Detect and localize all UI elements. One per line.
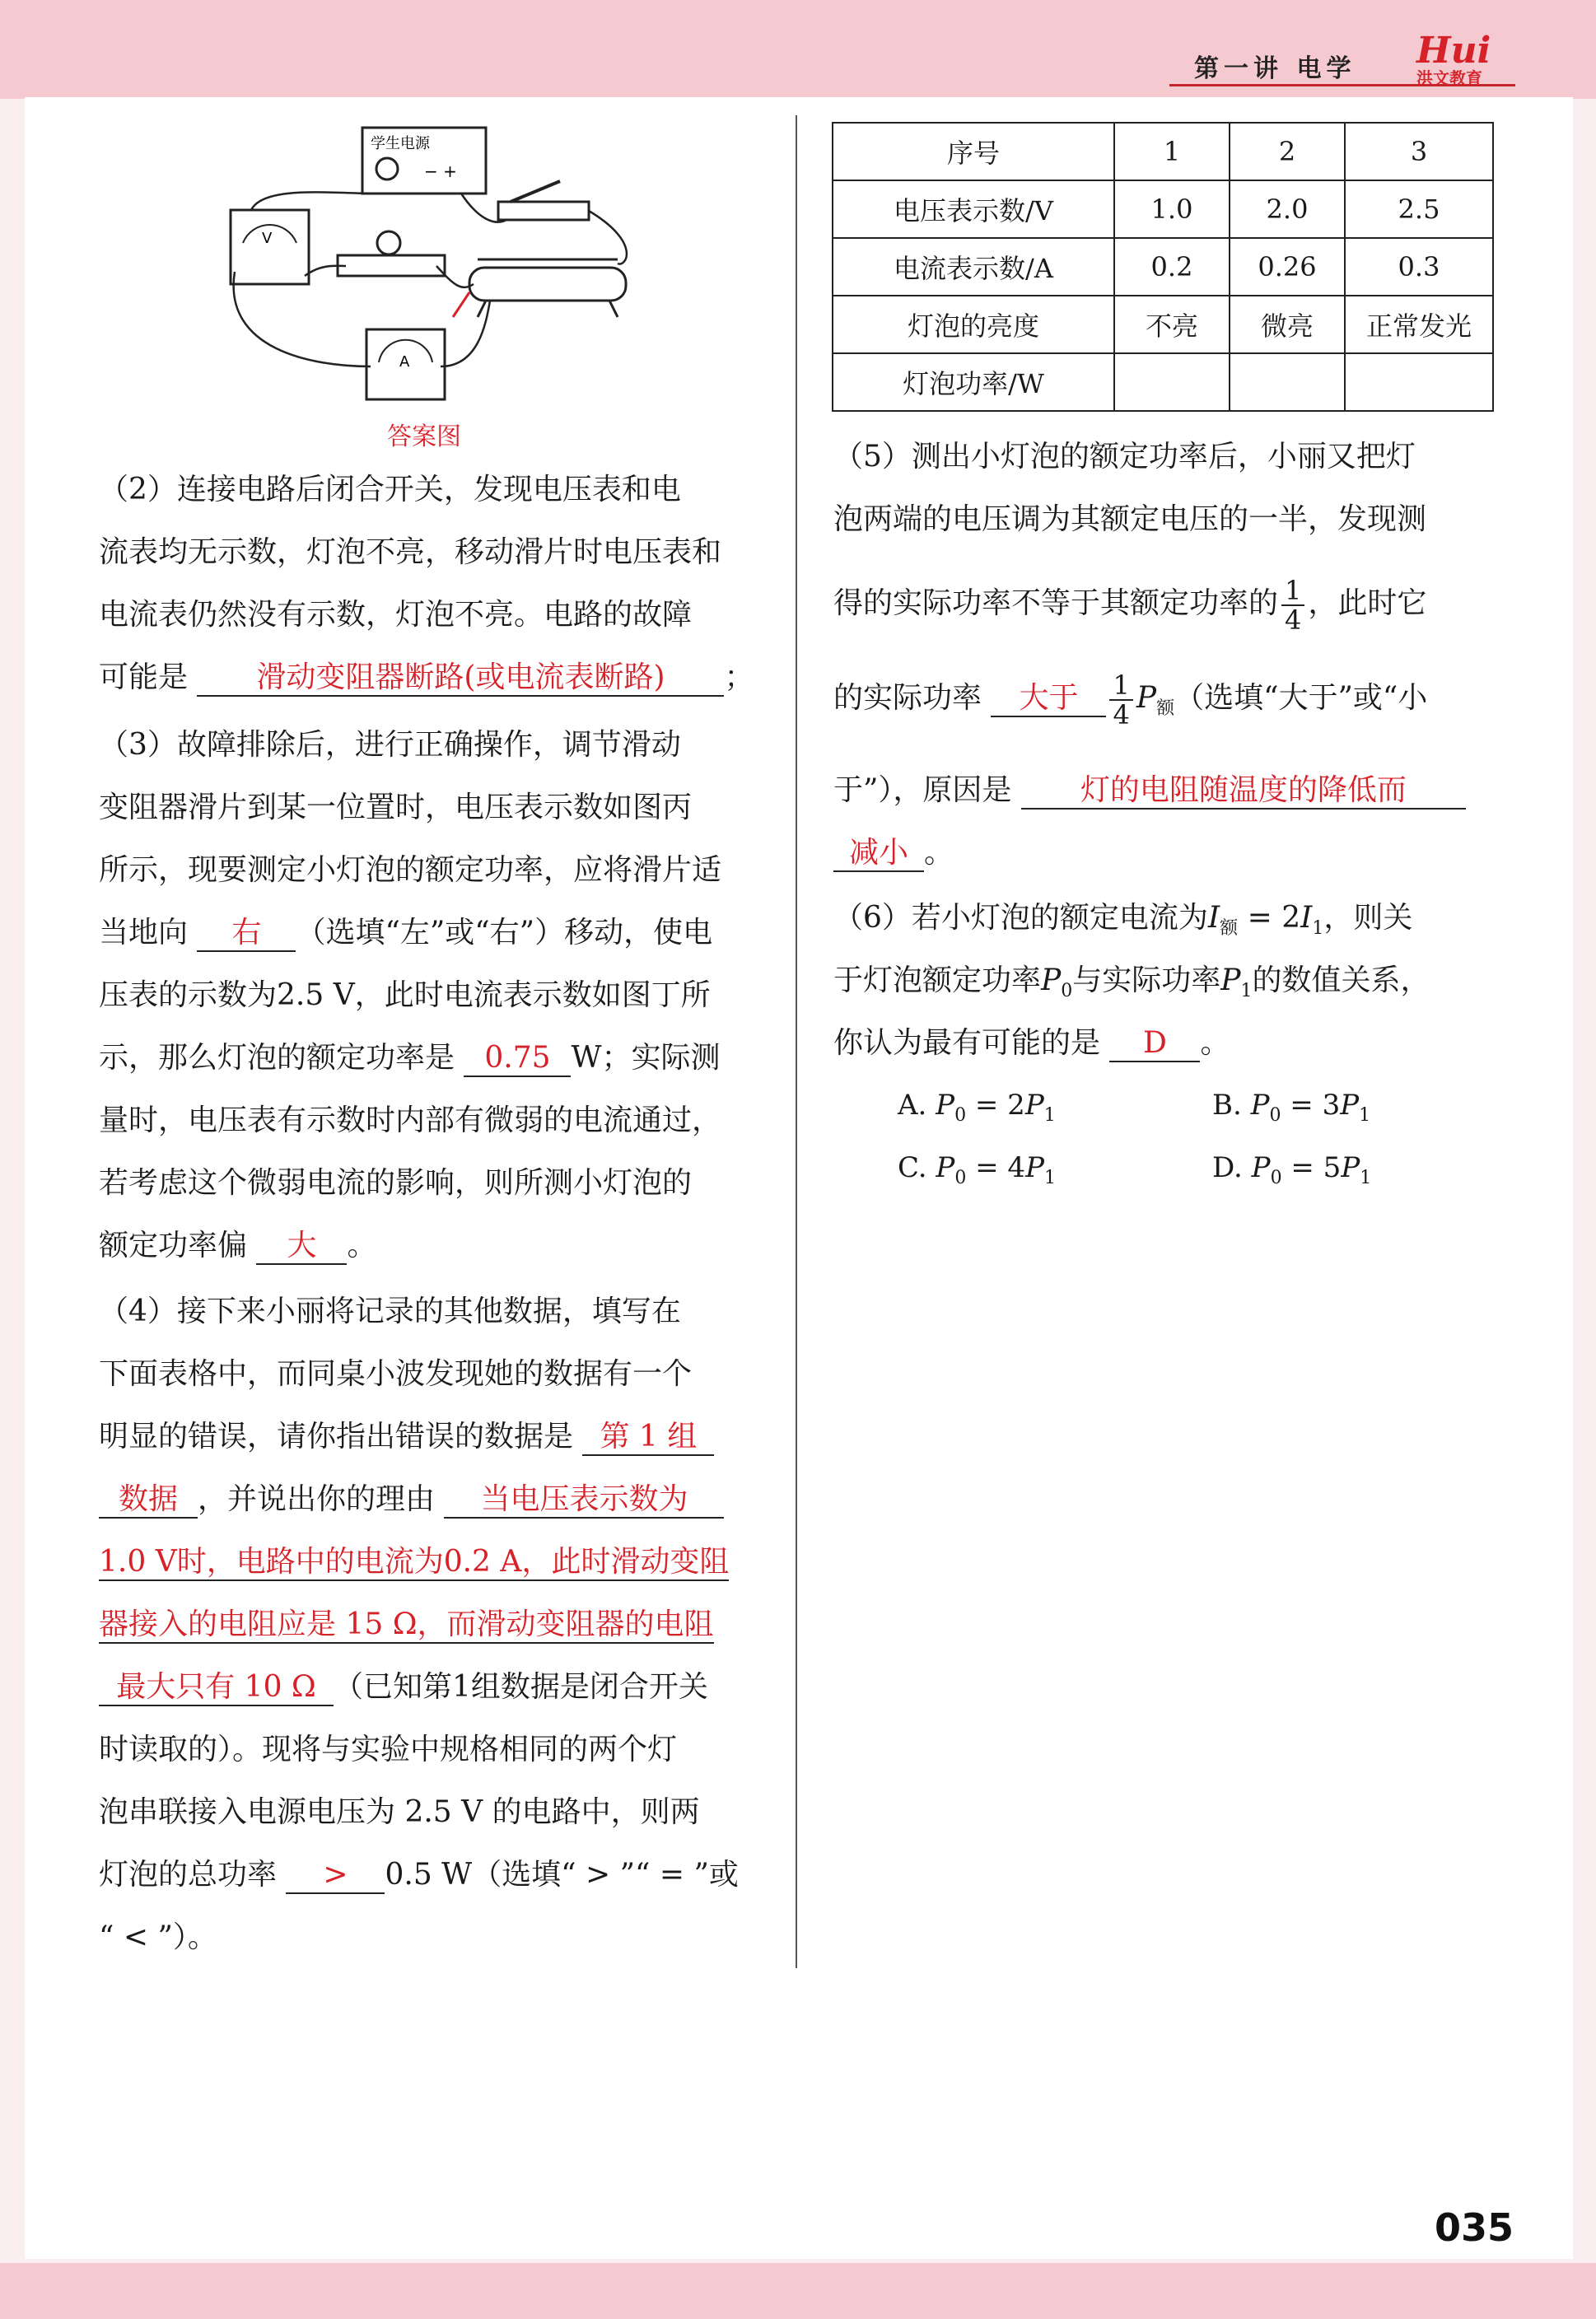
table-cell: 0.26 (1230, 238, 1345, 296)
switch-base (498, 202, 589, 220)
q2-line-3: 电流表仍然没有示数，灯泡不亮。电路的故障 (99, 598, 693, 632)
table-cell (1230, 353, 1345, 411)
table-header-cell: 序号 (833, 123, 1114, 180)
table-cell: 2.5 (1345, 180, 1493, 238)
option-d: D. $P_0 = 5P_1$ (1212, 1151, 1372, 1188)
q4-line-10: 灯泡的总功率 > 0.5 W（选填“ > ”“ = ”或 (99, 1855, 739, 1896)
table-cell: 灯泡的亮度 (833, 296, 1114, 353)
q5-line-5: 于”），原因是 灯的电阻随温度的降低而 (833, 770, 1466, 811)
q5-line-4: 的实际功率 大于 $\frac{1}{4}$ $P_额$（选填“大于”或“小 (833, 670, 1428, 730)
wire (251, 192, 379, 210)
answer-wire-red (453, 292, 469, 317)
q3-line-3: 所示，现要测定小灯泡的额定功率，应将滑片适 (99, 853, 722, 887)
q4-line-3: 明显的错误，请你指出错误的数据是 第 1 组 (99, 1416, 714, 1458)
q6-answer: D (1109, 1026, 1200, 1062)
q4-reason-answer: 当电压表示数为 (444, 1482, 724, 1519)
table-cell: 2.0 (1230, 180, 1345, 238)
power-knob-icon (376, 158, 398, 180)
logo-subtitle: 洪文教育 (1416, 68, 1482, 88)
publisher-logo (1416, 30, 1495, 91)
q3-line-7: 量时，电压表有示数时内部有微弱的电流通过， (99, 1104, 722, 1137)
q4-line-6: 器接入的电阻应是 15 Ω，而滑动变阻器的电阻 (99, 1604, 714, 1645)
data-table (832, 122, 1494, 412)
q4-line-1: （4）接下来小丽将记录的其他数据，填写在 (99, 1295, 681, 1328)
voltmeter (231, 210, 309, 284)
q5-line-3: 得的实际功率不等于其额定功率的 $\frac{1}{4}$ ，此时它 (833, 575, 1427, 636)
q2-line-4: 可能是 滑动变阻器断路(或电流表断路) ； (99, 657, 754, 698)
table-cell: 1.0 (1114, 180, 1230, 238)
q5-reason-answer: 灯的电阻随温度的降低而 (1021, 773, 1466, 810)
q3-line-9: 额定功率偏 大 。 (99, 1225, 376, 1267)
q4-line-2: 下面表格中，而同桌小波发现她的数据有一个 (99, 1357, 693, 1391)
table-cell: 微亮 (1230, 296, 1345, 353)
q3-line-5: 压表的示数为2.5 V，此时电流表示数如图丁所 (99, 978, 711, 1012)
table-cell: 灯泡功率/W (833, 353, 1114, 411)
q4-line-11: “ < ”）。 (99, 1920, 217, 1954)
page-number: 035 (1435, 2205, 1514, 2250)
q5-line-6: 减小 。 (833, 833, 954, 874)
one-quarter-fraction: $\frac{1}{4}$ (1281, 576, 1304, 634)
q3-line-8: 若考虑这个微弱电流的影响，则所测小灯泡的 (99, 1166, 693, 1200)
voltmeter-label: V (262, 230, 273, 247)
bottom-band (0, 2263, 1596, 2319)
table-header-cell: 1 (1114, 123, 1230, 180)
bulb-icon (377, 231, 400, 254)
ammeter-label: A (399, 353, 410, 371)
table-row (833, 296, 1493, 353)
table-cell: 0.2 (1114, 238, 1230, 296)
table-cell (1345, 353, 1493, 411)
option-c: C. $P_0 = 4P_1$ (898, 1151, 1056, 1188)
option-a: A. $P_0 = 2P_1$ (898, 1089, 1056, 1126)
q2-line-2: 流表均无示数，灯泡不亮，移动滑片时电压表和 (99, 535, 722, 569)
q3-direction-answer: 右 (197, 916, 296, 952)
q3-bias-answer: 大 (256, 1229, 347, 1265)
q4-line-7: 最大只有 10 Ω （已知第1组数据是闭合开关 (99, 1667, 708, 1708)
table-cell: 正常发光 (1345, 296, 1493, 353)
q4-line-5: 1.0 V时，电路中的电流为0.2 A，此时滑动变阻 (99, 1542, 729, 1583)
table-row (833, 180, 1493, 238)
q4-error-answer: 第 1 组 (582, 1420, 714, 1456)
q2-answer: 滑动变阻器断路(或电流表断路) (197, 660, 724, 697)
q3-line-4: 当地向 右 （选填“左”或“右”）移动，使电 (99, 912, 712, 954)
power-supply-label: 学生电源 (371, 135, 430, 152)
q4-line-8: 时读取的）。现将与实验中规格相同的两个灯 (99, 1733, 678, 1766)
q6-line-3: 你认为最有可能的是 D 。 (833, 1023, 1230, 1064)
switch-blade (511, 181, 560, 202)
q5-line-1: （5）测出小灯泡的额定功率后，小丽又把灯 (833, 440, 1416, 474)
q4-power-compare-answer: > (286, 1858, 385, 1894)
q4-line-9: 泡串联接入电源电压为 2.5 V 的电路中，则两 (99, 1795, 700, 1829)
q4-line-4: 数据 ，并说出你的理由 当电压表示数为 (99, 1479, 724, 1520)
table-cell: 电压表示数/V (833, 180, 1114, 238)
table-header-cell: 2 (1230, 123, 1345, 180)
q2-line-1: （2）连接电路后闭合开关，发现电压表和电 (99, 473, 681, 506)
q3-line-2: 变阻器滑片到某一位置时，电压表示数如图丙 (99, 791, 693, 824)
q5-line-2: 泡两端的电压调为其额定电压的一半，发现测 (833, 502, 1427, 536)
power-terminals: − + (424, 161, 457, 181)
table-cell: 不亮 (1114, 296, 1230, 353)
q6-line-1: （6）若小灯泡的额定电流为$I_额 = 2I_1$，则关 (833, 901, 1413, 940)
figure-caption: 答案图 (387, 422, 461, 451)
lamp-holder (338, 255, 445, 276)
circuit-answer-figure (214, 119, 642, 416)
wire (589, 211, 627, 264)
q5-compare-answer: 大于 (991, 681, 1106, 717)
table-header-row (833, 123, 1493, 180)
table-cell: 电流表示数/A (833, 238, 1114, 296)
table-row (833, 353, 1493, 411)
q3-line-6: 示，那么灯泡的额定功率是 0.75 W；实际测 (99, 1038, 720, 1079)
table-header-cell: 3 (1345, 123, 1493, 180)
wire (441, 301, 490, 366)
wire (234, 272, 371, 366)
q3-line-1: （3）故障排除后，进行正确操作，调节滑动 (99, 728, 681, 762)
table-cell (1114, 353, 1230, 411)
rheostat (469, 268, 626, 301)
q3-power-answer: 0.75 (464, 1041, 571, 1077)
table-row (833, 238, 1493, 296)
table-cell: 0.3 (1345, 238, 1493, 296)
q6-line-2: 于灯泡额定功率$P_0$与实际功率$P_1$的数值关系， (833, 964, 1430, 1002)
logo-word: Hui (1416, 30, 1491, 72)
chapter-title: 第一讲 电学 (1194, 54, 1356, 83)
column-divider (796, 115, 797, 1968)
option-b: B. $P_0 = 3P_1$ (1212, 1089, 1371, 1126)
